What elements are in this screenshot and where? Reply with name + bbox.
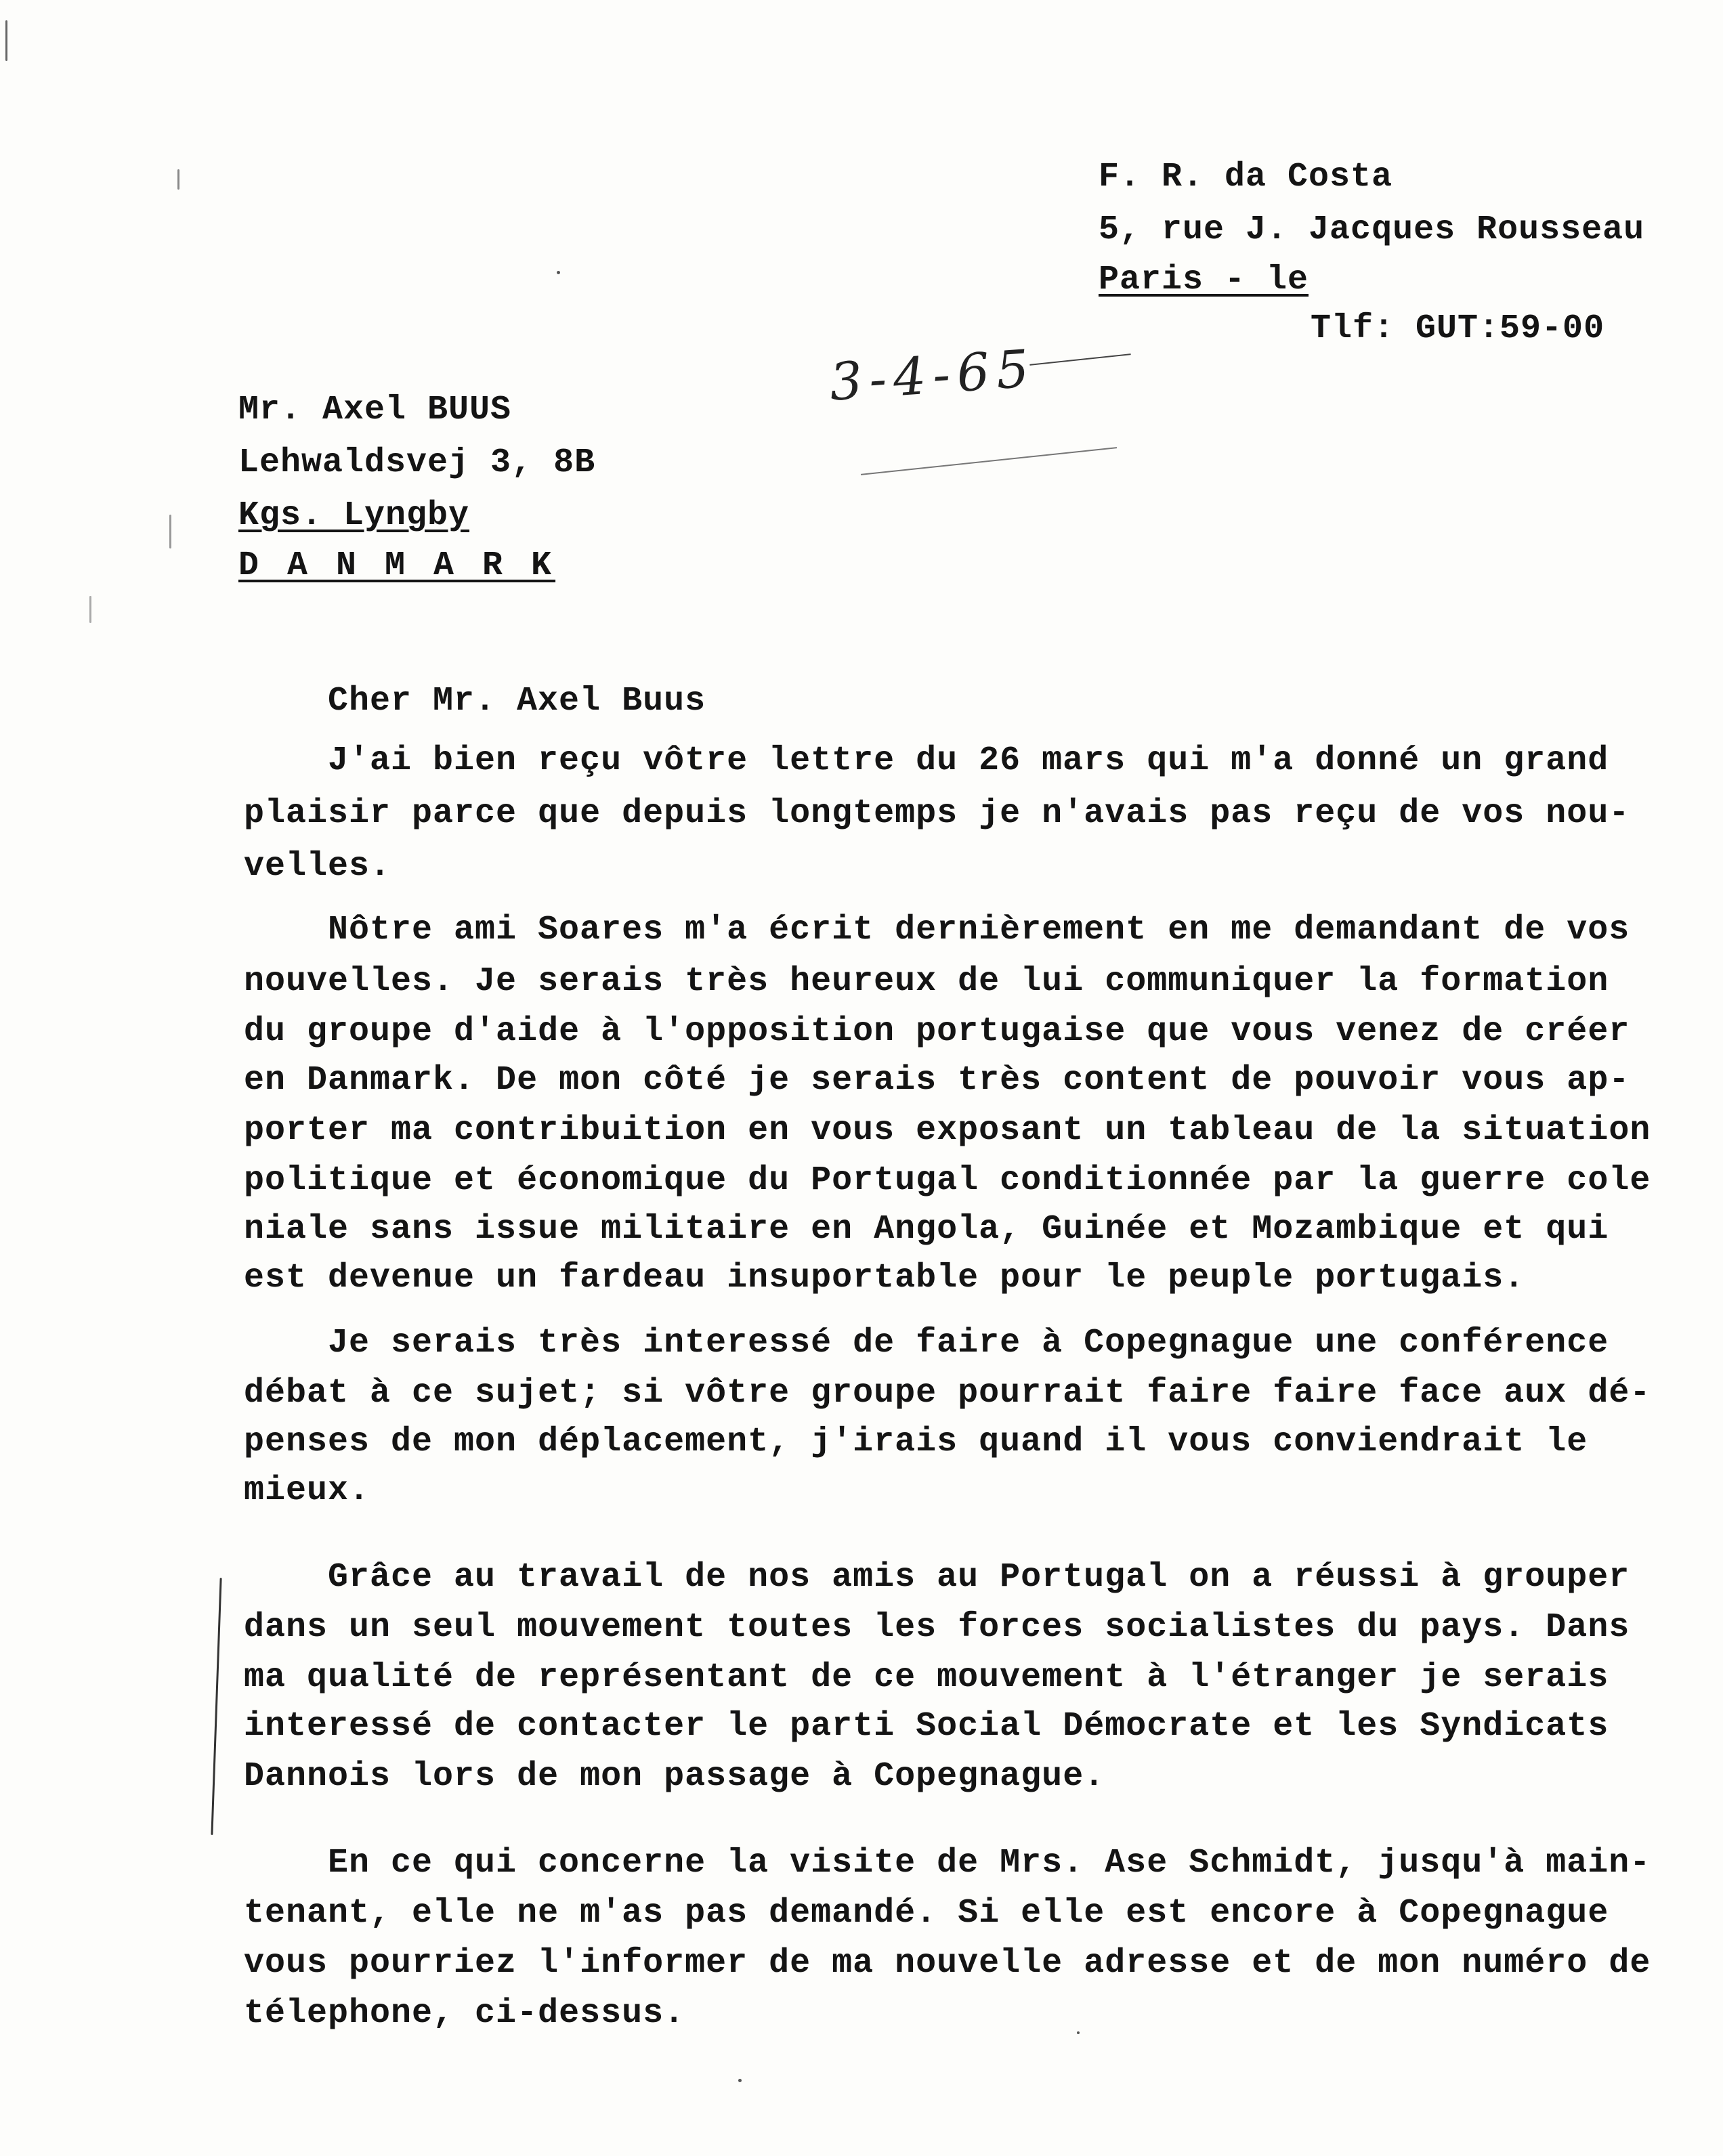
salutation: Cher Mr. Axel Buus	[328, 682, 706, 720]
body-line: J'ai bien reçu vôtre lettre du 26 mars qui m'a donné un grand	[328, 741, 1609, 780]
sender-name: F. R. da Costa	[1099, 158, 1393, 196]
body-line: interessé de contacter le parti Social Démocrate et les Syndicats	[244, 1707, 1609, 1746]
body-line: niale sans issue militaire en Angola, Guinée et Mozambique et qui	[244, 1210, 1609, 1249]
body-line: débat à ce sujet; si vôtre groupe pourrait faire faire face aux dé-	[244, 1374, 1651, 1413]
date-pen-stroke-lower	[861, 447, 1117, 475]
body-line: Nôtre ami Soares m'a écrit dernièrement en me demandant de vos	[328, 911, 1630, 949]
body-line: en Danmark. De mon côté je serais très content de pouvoir vous ap-	[244, 1061, 1630, 1100]
scan-speck	[738, 2079, 742, 2082]
scan-speck	[177, 169, 179, 190]
margin-mark	[211, 1578, 221, 1835]
recipient-name: Mr. Axel BUUS	[238, 391, 512, 429]
sender-street: 5, rue J. Jacques Rousseau	[1099, 211, 1645, 249]
body-line: penses de mon déplacement, j'irais quand il vous conviendrait le	[244, 1423, 1588, 1461]
body-line: vous pourriez l'informer de ma nouvelle adresse et de mon numéro de	[244, 1944, 1651, 1983]
body-line: En ce qui concerne la visite de Mrs. Ase Schmidt, jusqu'à main-	[328, 1844, 1651, 1882]
body-line: Grâce au travail de nos amis au Portugal on a réussi à grouper	[328, 1558, 1630, 1597]
sender-phone: Tlf: GUT:59-00	[1311, 309, 1605, 348]
body-line: Dannois lors de mon passage à Copegnague.	[244, 1757, 1105, 1796]
recipient-country: D A N M A R K	[238, 546, 556, 585]
scan-speck	[89, 596, 91, 623]
body-line: velles.	[244, 847, 391, 886]
handwritten-date: 3-4-65	[827, 337, 1038, 412]
scan-speck	[169, 515, 171, 548]
body-line: nouvelles. Je serais très heureux de lui communiquer la formation	[244, 962, 1609, 1001]
body-line: Je serais très interessé de faire à Copegnague une conférence	[328, 1324, 1609, 1362]
recipient-city: Kgs. Lyngby	[238, 496, 470, 535]
body-line: politique et économique du Portugal conditionnée par la guerre cole	[244, 1161, 1651, 1200]
scan-speck	[557, 271, 560, 274]
scan-speck	[1077, 2031, 1080, 2034]
date-pen-stroke	[1029, 353, 1130, 366]
body-line: du groupe d'aide à l'opposition portugaise que vous venez de créer	[244, 1012, 1630, 1051]
body-line: dans un seul mouvement toutes les forces socialistes du pays. Dans	[244, 1608, 1630, 1647]
body-line: tenant, elle ne m'as pas demandé. Si elle est encore à Copegnague	[244, 1894, 1609, 1933]
body-line: ma qualité de représentant de ce mouvement à l'étranger je serais	[244, 1658, 1609, 1697]
body-line: télephone, ci-dessus.	[244, 1994, 685, 2033]
body-line: porter ma contribuition en vous exposant un tableau de la situation	[244, 1111, 1651, 1150]
scan-speck	[5, 20, 7, 61]
sender-city: Paris - le	[1099, 261, 1309, 299]
body-line: mieux.	[244, 1471, 370, 1510]
body-line: plaisir parce que depuis longtemps je n'avais pas reçu de vos nou-	[244, 794, 1630, 833]
recipient-street: Lehwaldsvej 3, 8B	[238, 444, 596, 482]
body-line: est devenue un fardeau insuportable pour le peuple portugais.	[244, 1259, 1525, 1297]
